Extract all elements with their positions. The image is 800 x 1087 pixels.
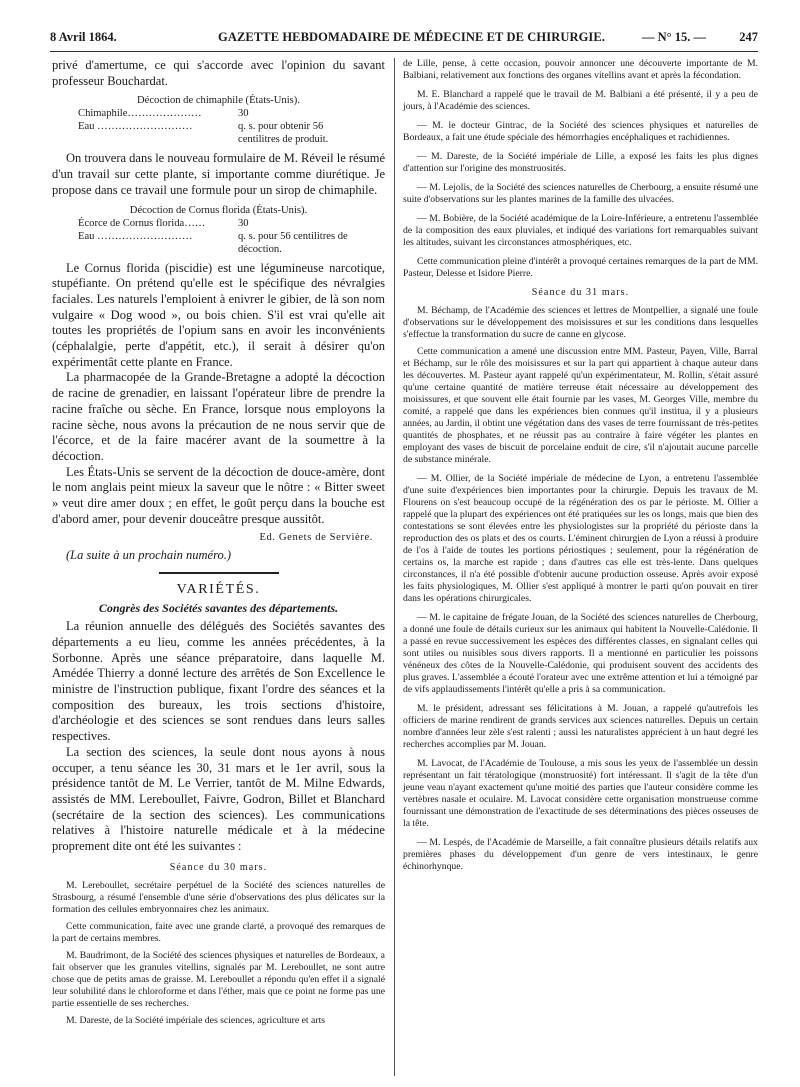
paragraph: — M. Lespés, de l'Académie de Marseille, a fait connaître plusieurs détails relatifs aux premières phases du développement d'un genre de vers intestinaux, le genre échinorhynque. xyxy=(403,837,758,872)
recipe-ingredient: Eau ……………………… xyxy=(78,230,193,242)
paragraph: Le Cornus florida (piscidie) est une légumineuse narcotique, stupéfiante. On prétend qu'elle est le spécifique des névralgies faciales. Les naturels l'emploient à enivrer le gibier, de là son nom vulgaire « Dog wood », ou bois chien. S'il est vrai qu'elle ait toutes les propriétés de l'opium sans en avoir les inconvénients (céphalalgie, perte d'appétit, etc.), il serait à désirer qu'on expérimentât cette plante en France. xyxy=(52,260,385,369)
paragraph: Les États-Unis se servent de la décoction de douce-amère, dont le nom anglais peint mieux la saveur que le nôtre : « Bitter sweet » veut dire amer doux ; en effet, le goût perçu dans la bouche est d'abord amer, pour devenir douceâtre presque aussitôt. xyxy=(52,464,385,526)
recipe xyxy=(52,217,385,256)
recipe xyxy=(52,107,385,146)
header-rule xyxy=(50,51,758,52)
paragraph: M. Lavocat, de l'Académie de Toulouse, a mis sous les yeux de l'assemblée un dessin représentant un fait tératologique (monstruosité) fort intéressant. Il s'agit de la tête d'un jeune veau n'ayant exactement qu'une moitié des parties que l'auteur considère comme les vertèbres nasale et oculaire. M. Lavocat considère cette organisation monstrueuse comme fournissant une démonstration de l'exactitude de ses déterminations des pièces osseuses de la tête. xyxy=(403,758,758,829)
section-separator xyxy=(159,572,279,574)
recipe-quantity: 30 xyxy=(238,217,249,229)
paragraph: La pharmacopée de la Grande-Bretagne a adopté la décoction de racine de grenadier, en laissant l'opérateur libre de prendre la racine fraîche ou sèche. En France, lorsque nous employons la racine sèche, nous avons la précaution de ne nous servir que de l'écorce, et de la faire macérer avant de la soumettre à la décoction. xyxy=(52,370,385,463)
recipe-quantity: q. s. pour obtenir 56 centilitres de produit. xyxy=(238,121,329,146)
paragraph: — M. le docteur Gintrac, de la Société des sciences physiques et naturelles de Bordeaux, a fait une étude spéciale des hémorrhagies encéphaliques et rachidiennes. xyxy=(403,120,758,143)
paragraph: de Lille, pense, à cette occasion, pouvoir annoncer une découverte importante de M. Balbiani, relativement aux fonctions des organes vitellins avant et après la fécondation. xyxy=(403,58,758,81)
paragraph: Cette communication pleine d'intérêt a provoqué certaines remarques de la part de MM. Pasteur, Delesse et Isidore Pierre. xyxy=(403,256,758,279)
recipe-title: Décoction de chimaphile (États-Unis). xyxy=(137,95,300,107)
header-page-number: 247 xyxy=(739,30,758,44)
paragraph: M. E. Blanchard a rappelé que le travail de M. Balbiani a été présenté, il y a peu de jours, à l'Académie des sciences. xyxy=(403,89,758,112)
paragraph: M. Béchamp, de l'Académie des sciences et lettres de Montpellier, a signalé une foule d'observations sur le développement des moisissures et sur les conditions dans lesquelles s'effectue la transformation du sucre de canne en glycose. xyxy=(403,305,758,340)
paragraph: Cette communication a amené une discussion entre MM. Pasteur, Payen, Ville, Barral et Béchamp, sur le rôle des moisissures et sur la part qui appartient à chaque auteur dans les découvertes. M. Pasteur ayant rappelé qu'un expérimentateur, M. Rollin, s'était assuré qu'une certaine quantité de matière terreuse était nécessaire au développement des moisissures, et que souvent elle était fournie par les vases, M. Georges Ville, membre du comité, a rappelé que dans les expériences bien connues qu'il institua, il y a plusieurs années, au Jardin, il obtint une végétation dans des vases de terre fournissant de très-petites quantités de phosphates, et ne réussit pas au contraire à faire végéter les plantes en employant des vases de biscuit de porcelaine enduit de cire, s'il n'ajoutait aucune parcelle de substance minérale. xyxy=(403,346,758,465)
recipe-ingredient: Eau ……………………… xyxy=(78,121,193,133)
paragraph: Cette communication, faite avec une grande clarté, a provoqué des remarques de la part de certains membres. xyxy=(52,920,385,944)
paragraph: M. Baudrimont, de la Société des sciences physiques et naturelles de Bordeaux, a fait observer que les granules vitellins, signalés par M. Lereboullet, ne sont autre chose que de petits amas de graisse. M. Lereboullet a répondu qu'en effet il a signalé leur solubilité dans le chloroforme et dans l'éther, mais que ce point ne forme pas une partie essentielle de ses recherches. xyxy=(52,949,385,1009)
paragraph: On trouvera dans le nouveau formulaire de M. Réveil le résumé d'un travail sur cette plante, si importante comme diurétique. Je propose dans ce travail une formule pour un sirop de chimaphile. xyxy=(52,151,385,197)
header-date: 8 Avril 1864. xyxy=(50,30,117,44)
paragraph: privé d'amertume, ce qui s'accorde avec l'opinion du savant professeur Bouchardat. xyxy=(52,58,385,88)
session-heading: Séance du 30 mars. xyxy=(169,861,268,873)
paragraph: La réunion annuelle des délégués des Sociétés savantes des départements a eu lieu, comme les années précédentes, à la Sorbonne. Après une séance préparatoire, dans laquelle M. Amédée Thierry a donné lecture des arrêtés de Son Excellence le ministre de l'instruction publique, fixant l'ordre des séances et la composition des bureaux, les trois sections d'histoire, d'archéologie et des sciences se sont rendues dans leurs salles respectives. xyxy=(52,619,385,744)
section-subtitle: Congrès des Sociétés savantes des départements. xyxy=(98,601,339,616)
paragraph: M. le président, adressant ses félicitations à M. Jouan, a rappelé qu'autrefois les officiers de marine rendirent de grands services aux sciences naturelles. Depuis un certain nombre d'années leur zèle s'est ralenti ; aussi les naturalistes apprécient à un haut degré les recherches accomplies par M. Jouan. xyxy=(403,703,758,750)
author-signature: Ed. Genets de Servière. xyxy=(259,532,373,544)
paragraph: — M. Ollier, de la Société impériale de médecine de Lyon, a entretenu l'assemblée d'une suite d'expériences bien importantes pour la chirurgie. Depuis les travaux de M. Flourens on s'est beaucoup occupé de la régénération des os par le périoste. M. Ollier a rappelé que la plupart des expériences ont été pratiquées sur les os longs, mais que bien des contestations se sont élevées entre les physiologistes sur la propriété du périoste dans la reproduction des os plats et des os courts. L'éminent chirurgien de Lyon a réussi à produire de l'os à l'aide de toutes les portions périostiques ; seulement, pour la régénération de certains os, la marche est rapide ; dans d'autres cas elle est très-lente. Dans quelques circonstances, il n'a été possible d'obtenir aucune production osseuse. Après avoir exposé les faits physiologiques, M. Ollier s'est appliqué à montrer le parti qu'on pouvait en tirer dans les opérations chirurgicales. xyxy=(403,473,758,604)
recipe-quantity: 30 xyxy=(238,108,249,120)
recipe-ingredient: Écorce de Cornus florida…… xyxy=(78,217,206,229)
paragraph: M. Dareste, de la Société impériale des sciences, agriculture et arts xyxy=(66,1014,326,1026)
continuation-note: (La suite à un prochain numéro.) xyxy=(66,548,232,563)
section-title: VARIÉTÉS. xyxy=(176,582,261,598)
paragraph: — M. Lejolis, de la Société des sciences naturelles de Cherbourg, a ensuite résumé une suite d'observations sur les plantes marines de la famille des ulvacées. xyxy=(403,182,758,205)
recipe-quantity: q. s. pour 56 centilitres de décoction. xyxy=(238,230,348,255)
session-heading: Séance du 31 mars. xyxy=(531,287,630,298)
column-divider xyxy=(394,58,395,1076)
paragraph: — M. Bobière, de la Société académique de la Loire-Inférieure, a entretenu l'assemblée de la composition des eaux pluviales, et indiqué des variations fort remarquables suivant les altitudes, suivant les circonstances atmosphériques, etc. xyxy=(403,213,758,248)
header-title: GAZETTE HEBDOMADAIRE DE MÉDECINE ET DE CHIRURGIE. xyxy=(218,30,606,44)
paragraph: M. Lereboullet, secrétaire perpétuel de la Société des sciences naturelles de Strasbourg, a résumé l'ensemble d'une série d'observations des plus délicates sur la formation des cellules embryonnaires chez les animaux. xyxy=(52,879,385,915)
recipe-ingredient: Chimaphile………………… xyxy=(78,108,202,120)
paragraph: La section des sciences, la seule dont nous ayons à nous occuper, a tenu séance les 30, 31 mars et le 1er avril, sous la présidence tantôt de M. Le Verrier, tantôt de M. Milne Edwards, assistés de MM. Lereboullet, Faivre, Godron, Billet et Blanchard (secrétaire de la section des sciences). Les communications relatives à l'histoire naturelle médicale et à la médecine proprement dite ont été les suivantes : xyxy=(52,744,385,854)
header-issue: — N° 15. — xyxy=(642,30,707,44)
paragraph: — M. le capitaine de frégate Jouan, de la Société des sciences naturelles de Cherbourg, a donné une foule de détails curieux sur les animaux qui habitent la Nouvelle-Calédonie. Il a passé en revue successivement les espèces des différentes classes, en signalant celles qui sont utiles ou nuisibles sous divers rapports. Il a mentionné en particulier les poissons vénéneux des côtes de la Nouvelle-Calédonie, qui produisent souvent des accidents des plus graves. L'assemblée a écouté l'orateur avec une extrême attention et lui a témoigné par de vifs applaudissements l'intérêt qu'elle a pris à sa communication. xyxy=(403,612,758,695)
right-column xyxy=(403,58,758,873)
left-column xyxy=(52,58,385,1027)
recipe-title: Décoction de Cornus florida (États-Unis). xyxy=(129,204,308,216)
paragraph: — M. Dareste, de la Société impériale de Lille, a exposé les faits les plus dignes d'attention sur l'origine des monstruosités. xyxy=(403,151,758,174)
